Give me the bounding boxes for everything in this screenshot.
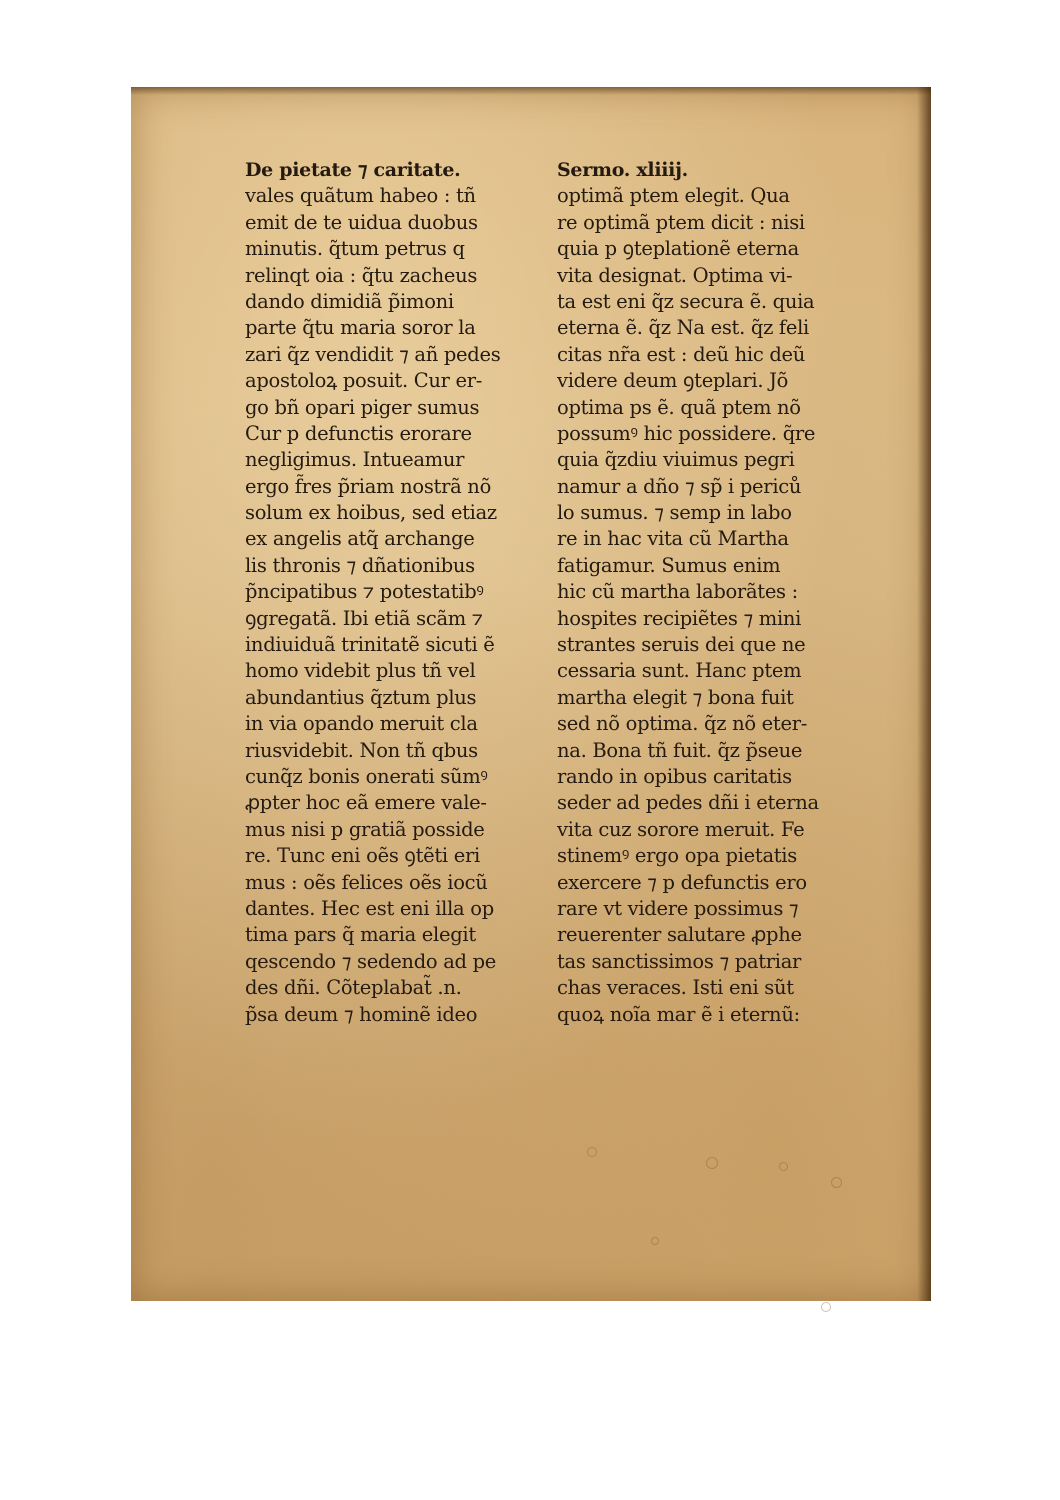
text-line: dando dimidiã p̃imoni [245, 289, 454, 313]
left-running-head: De pietate ⁊ caritate. [245, 159, 461, 181]
text-line: re. Tunc eni oẽs ꝯtẽti eri [245, 844, 480, 868]
text-line: in via opando meruit cla [245, 712, 478, 736]
text-line: strantes seruis dei que ne [557, 633, 806, 657]
text-line: fatigamur. Sumus enim [557, 553, 781, 577]
foxing-spot [831, 1177, 842, 1188]
text-line: apostoloꝝ posuit. Cur er- [245, 369, 483, 393]
text-line: tas sanctissimos ⁊ patriar [557, 949, 802, 973]
text-line: sed nõ optima. q̃z nõ eter- [557, 712, 808, 736]
text-line: cunq̃z bonis onerati sũmꝰ [245, 764, 488, 788]
text-line: lo sumus. ⁊ semp in labo [557, 501, 792, 525]
text-line: re optimã ptem dicit : nisi [557, 210, 805, 234]
text-line: minutis. q̃tum petrus q [245, 237, 465, 261]
text-line: na. Bona tñ fuit. q̃z p̃seue [557, 738, 803, 762]
text-line: re in hac vita cũ Martha [557, 527, 789, 551]
text-line: qescendo ⁊ sedendo ad pe [245, 949, 497, 973]
text-line: quia p ꝯteplationẽ eterna [557, 237, 799, 261]
text-line: lis thronis ⁊ dñationibus [245, 553, 475, 577]
text-line: vita designat. Optima vi- [557, 263, 793, 287]
text-line: reuerenter salutare ꝓphe [557, 923, 802, 947]
text-line: parte q̃tu maria soror la [245, 316, 476, 340]
text-line: hic cũ martha laborãtes : [557, 580, 798, 604]
text-line: mus nisi p gratiã posside [245, 817, 485, 841]
text-line: emit de te uidua duobus [245, 210, 478, 234]
foxing-spot [821, 1302, 831, 1312]
foxing-spot [779, 1162, 788, 1171]
text-line: p̃ncipatibus ⁊ potestatibꝰ [245, 580, 484, 604]
text-line: chas veraces. Isti eni sũt [557, 976, 794, 1000]
text-line: riusvidebit. Non tñ qbus [245, 738, 478, 762]
text-line: videre deum ꝯteplari. Jõ [557, 369, 789, 393]
text-line: Cur p defunctis erorare [245, 421, 472, 445]
page-gutter-shadow [917, 87, 931, 1301]
text-line: abundantius q̃ztum plus [245, 685, 477, 709]
page-scan [131, 87, 931, 1301]
text-line: tima pars q̃ maria elegit [245, 923, 476, 947]
text-line: ergo f̃res p̃riam nostrã nõ [245, 474, 492, 498]
text-line: vales quãtum habeo : tñ [245, 184, 476, 208]
text-line: mus : oẽs felices oẽs iocũ [245, 870, 488, 894]
text-line: namur a dño ⁊ sp̃ i periců [557, 474, 802, 498]
text-line: optimã ptem elegit. Qua [557, 184, 790, 208]
text-line: hospites recipiẽtes ⁊ mini [557, 606, 802, 630]
text-line: relinqt oia : q̃tu zacheus [245, 263, 478, 287]
text-line: optima ps ẽ. quã ptem nõ [557, 395, 801, 419]
text-line: ꝓpter hoc eã emere vale- [245, 791, 487, 815]
text-line: citas nr̃a est : deũ hic deũ [557, 342, 806, 366]
foxing-spot [706, 1157, 718, 1169]
text-line: seder ad pedes dñi i eterna [557, 791, 819, 815]
text-line: negligimus. Intueamur [245, 448, 465, 472]
right-running-head: Sermo. xliiij. [557, 159, 688, 181]
text-line: martha elegit ⁊ bona fuit [557, 685, 794, 709]
text-line: rando in opibus caritatis [557, 764, 792, 788]
text-line: dantes. Hec est eni illa op [245, 896, 494, 920]
text-line: vita cuz sorore meruit. Fe [557, 817, 805, 841]
text-line: p̃sa deum ⁊ hominẽ ideo [245, 1002, 478, 1026]
text-line: ta est eni q̃z secura ẽ. quia [557, 289, 815, 313]
text-line: go bñ opari piger sumus [245, 395, 480, 419]
text-line: rare vt videre possimus ⁊ [557, 896, 799, 920]
left-text-column [245, 157, 545, 1028]
text-line: ex angelis atq̃ archange [245, 527, 475, 551]
text-line: stinemꝰ ergo opa pietatis [557, 844, 797, 868]
text-line: cessaria sunt. Hanc ptem [557, 659, 802, 683]
text-line: homo videbit plus tñ vel [245, 659, 476, 683]
text-line: possumꝰ hic possidere. q̃re [557, 421, 816, 445]
foxing-spot [587, 1147, 597, 1157]
text-line: exercere ⁊ p defunctis ero [557, 870, 807, 894]
text-line: indiuiduã trinitatẽ sicuti ẽ [245, 633, 495, 657]
text-line: eterna ẽ. q̃z Na est. q̃z feli [557, 316, 809, 340]
page-top-shadow [131, 87, 931, 95]
right-text-column [557, 157, 857, 1028]
text-line: des dñi. Cõteplabat̃ .n. [245, 976, 462, 1000]
text-line: ꝯgregatã. Ibi etiã scãm ⁊ [245, 606, 483, 630]
text-line: zari q̃z vendidit ⁊ añ pedes [245, 342, 501, 366]
text-line: solum ex hoibus, sed etiaz [245, 501, 497, 525]
foxing-spot [651, 1237, 659, 1245]
text-line: quoꝝ noĩa mar ẽ i eternũ: [557, 1002, 800, 1026]
text-line: quia q̃zdiu viuimus pegri [557, 448, 795, 472]
